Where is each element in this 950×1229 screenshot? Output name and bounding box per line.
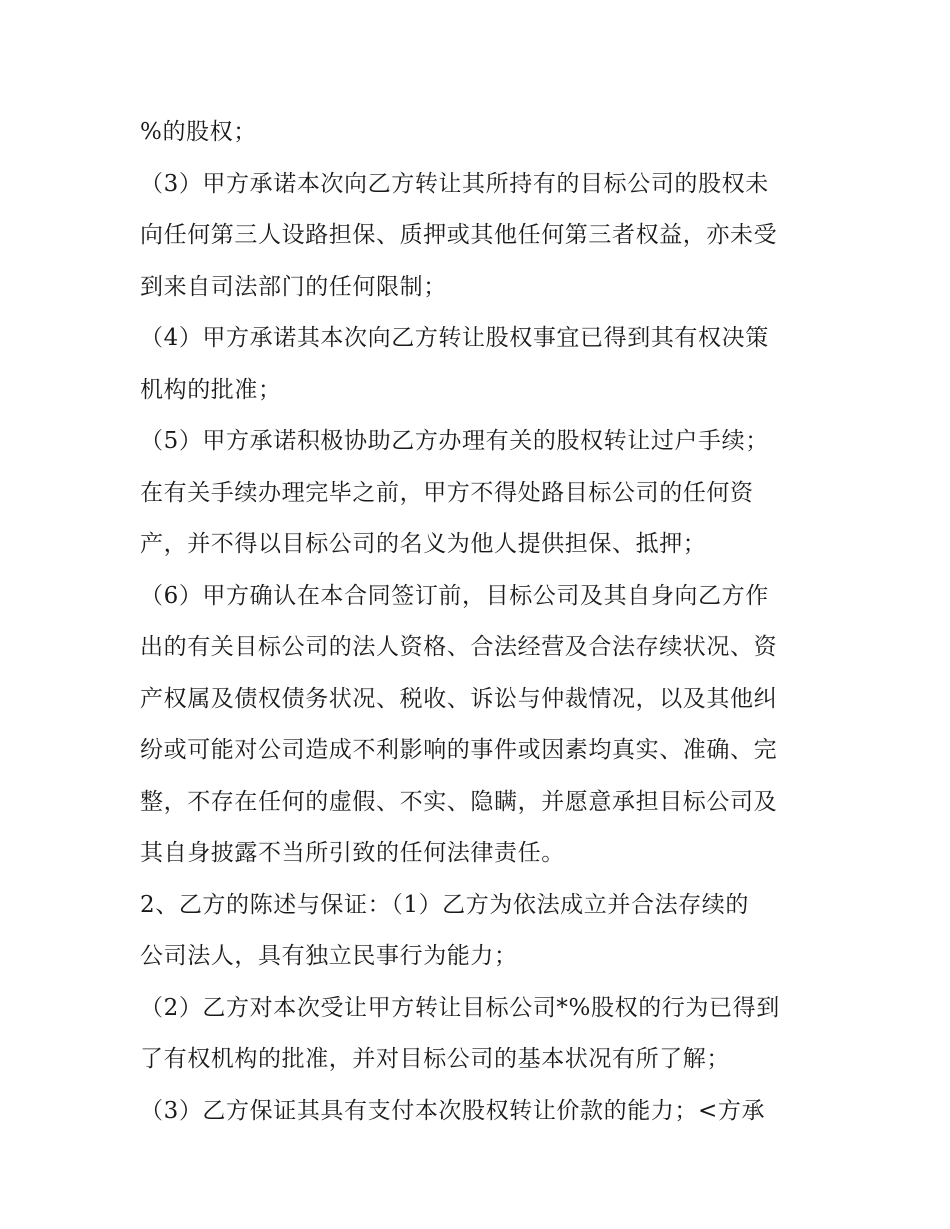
text-line: 纷或可能对公司造成不利影响的事件或因素均真实、准确、完 <box>140 737 778 763</box>
text-line: （2）乙方对本次受让甲方转让目标公司*%股权的行为已得到 <box>140 994 780 1021</box>
text-line: （6）甲方确认在本合同签订前，目标公司及其自身向乙方作 <box>140 582 769 609</box>
text-line: 2、乙方的陈述与保证：（1）乙方为依法成立并合法存续的 <box>140 891 749 918</box>
text-line: （4）甲方承诺其本次向乙方转让股权事宜已得到其有权决策 <box>140 325 769 351</box>
text-line: 了有权机构的批准，并对目标公司的基本状况有所了解； <box>140 1046 730 1072</box>
text-line: 到来自司法部门的任何限制； <box>140 273 447 300</box>
text-line: 公司法人，具有独立民事行为能力； <box>140 943 518 969</box>
text-line: （3）乙方保证其具有支付本次股权转让价款的能力；<方承 <box>140 1097 766 1124</box>
text-line: （5）甲方承诺积极协助乙方办理有关的股权转让过户手续； <box>140 428 769 454</box>
text-line: 整，不存在任何的虚假、不实、隐瞒，并愿意承担目标公司及 <box>140 788 778 815</box>
text-line: （3）甲方承诺本次向乙方转让其所持有的目标公司的股权未 <box>140 170 769 197</box>
text-line: 产，并不得以目标公司的名义为他人提供担保、抵押； <box>140 531 707 557</box>
contract-body-text <box>140 107 820 1137</box>
text-line: 出的有关目标公司的法人资格、合法经营及合法存续状况、资 <box>140 634 778 660</box>
text-line: 机构的批准； <box>140 376 282 403</box>
text-line: 产权属及债权债务状况、税收、诉讼与仲裁情况，以及其他纠 <box>140 685 778 712</box>
text-line: 在有关手续办理完毕之前，甲方不得处路目标公司的任何资 <box>140 479 754 506</box>
text-line: 向任何第三人设路担保、质押或其他任何第三者权益，亦未受 <box>140 222 778 248</box>
text-line: %的股权； <box>140 119 257 145</box>
text-line: 其自身披露不当所引致的任何法律责任。 <box>140 840 565 866</box>
